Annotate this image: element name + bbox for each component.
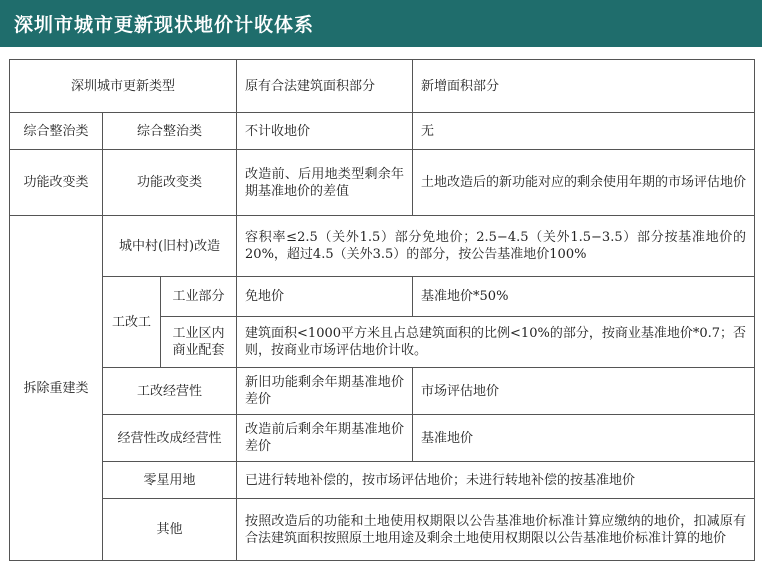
page-title: 深圳市城市更新现状地价计收体系 (14, 14, 315, 36)
subtype-cell: 功能改变类 (103, 150, 237, 216)
added-cell: 基准地价 (413, 415, 755, 462)
existing-cell: 改造前后剩余年期基准地价差价 (237, 415, 413, 462)
category-cell: 拆除重建类 (10, 216, 103, 561)
existing-cell: 免地价 (237, 277, 413, 317)
category-cell: 功能改变类 (10, 150, 103, 216)
header-type: 深圳城市更新类型 (10, 60, 237, 113)
added-cell: 基准地价*50% (413, 277, 755, 317)
merged-cell: 已进行转地补偿的，按市场评估地价；未进行转地补偿的按基准地价 (237, 462, 755, 499)
subtype-cell: 经营性改成经营性 (103, 415, 237, 462)
added-cell: 无 (413, 113, 755, 150)
table-row (10, 150, 755, 216)
table-row (10, 368, 755, 415)
table-row (10, 415, 755, 462)
table-row (10, 216, 755, 277)
existing-cell: 改造前、后用地类型剩余年期基准地价的差值 (237, 150, 413, 216)
land-price-table (9, 59, 755, 561)
existing-cell: 新旧功能剩余年期基准地价差价 (237, 368, 413, 415)
title-bar (0, 0, 762, 47)
table-header-row (10, 60, 755, 113)
table-row (10, 113, 755, 150)
merged-cell: 按照改造后的功能和土地使用权期限以公告基准地价标准计算应缴纳的地价，扣减原有合法建筑面积按照原土地用途及剩余土地使用权期限以公告基准地价标准计算的地价 (237, 499, 755, 561)
table-row (10, 277, 755, 317)
category-cell: 综合整治类 (10, 113, 103, 150)
table-row (10, 499, 755, 561)
header-added: 新增面积部分 (413, 60, 755, 113)
subtype-cell: 其他 (103, 499, 237, 561)
subtype-cell: 零星用地 (103, 462, 237, 499)
subsubtype-cell: 工业部分 (161, 277, 237, 317)
subtype-cell: 工改经营性 (103, 368, 237, 415)
subsubtype-cell: 工业区内商业配套 (161, 317, 237, 368)
header-existing: 原有合法建筑面积部分 (237, 60, 413, 113)
existing-cell: 不计收地价 (237, 113, 413, 150)
added-cell: 土地改造后的新功能对应的剩余使用年期的市场评估地价 (413, 150, 755, 216)
added-cell: 市场评估地价 (413, 368, 755, 415)
subtype-cell: 城中村(旧村)改造 (103, 216, 237, 277)
merged-cell: 容积率≤2.5（关外1.5）部分免地价；2.5−4.5（关外1.5−3.5）部分按基准地价的20%，超过4.5（关外3.5）的部分，按公告基准地价100% (237, 216, 755, 277)
merged-cell: 建筑面积<1000平方米且占总建筑面积的比例<10%的部分，按商业基准地价*0.7；否则，按商业市场评估地价计收。 (237, 317, 755, 368)
subtype-cell: 工改工 (103, 277, 161, 368)
subtype-cell: 综合整治类 (103, 113, 237, 150)
table-row (10, 462, 755, 499)
